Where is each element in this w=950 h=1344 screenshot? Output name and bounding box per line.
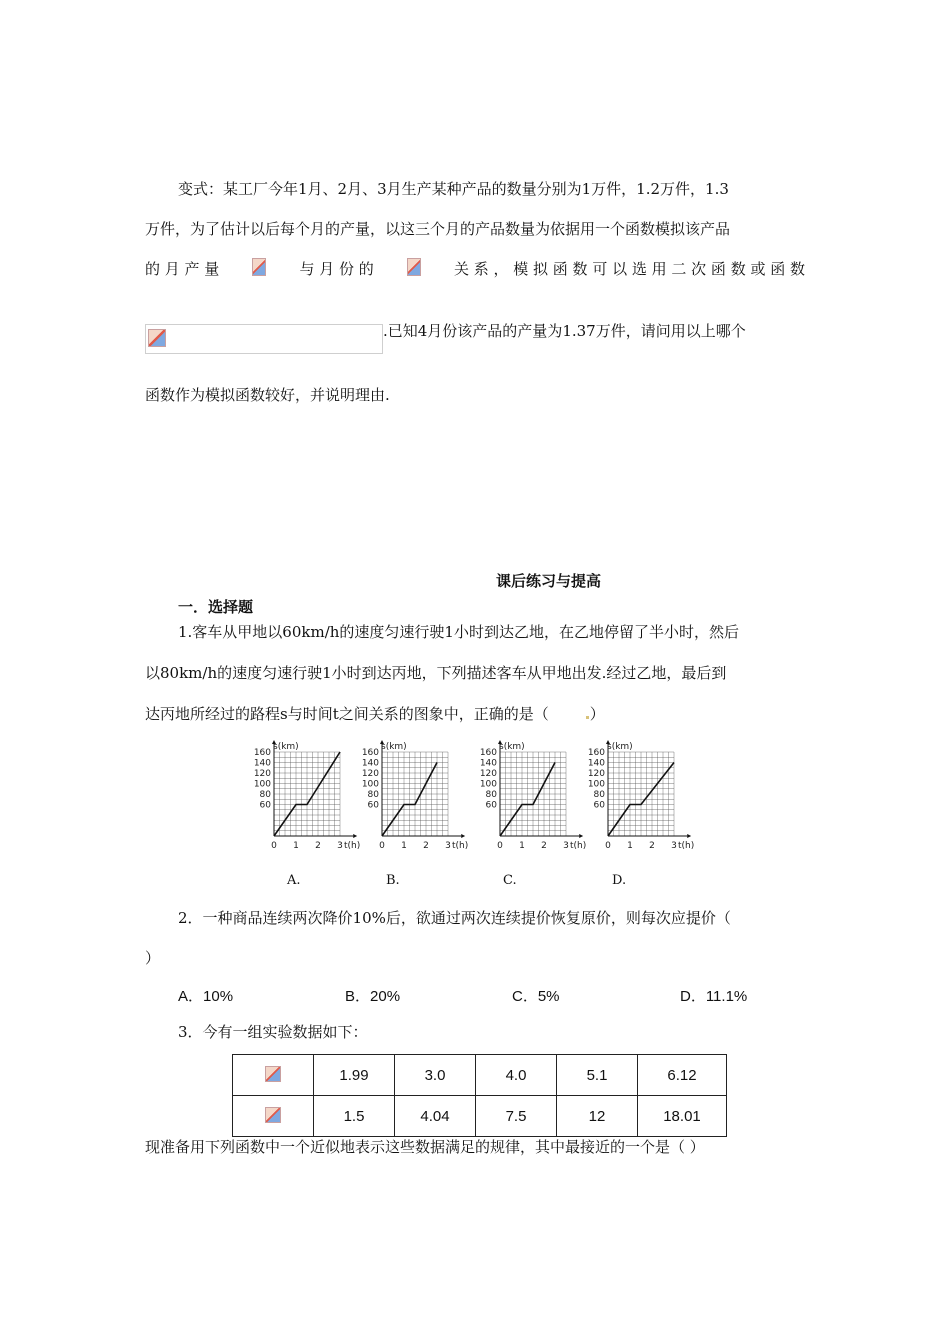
q1-line-2: 以80km/h的速度匀速行驶1小时到达丙地，下列描述客车从甲地出发.经过乙地，最后到 xyxy=(145,664,727,682)
x-tick-label: 1 xyxy=(293,841,299,851)
y-axis-label: s(km) xyxy=(607,742,633,752)
q2-line-1: 2．一种商品连续两次降价10%后，欲通过两次连续提价恢复原价，则每次应提价（ xyxy=(178,909,731,927)
y-tick-label: 60 xyxy=(367,800,379,811)
table-cell: 12 xyxy=(557,1096,638,1137)
table-cell: 1.99 xyxy=(314,1055,395,1096)
x-tick-label: 2 xyxy=(315,841,321,851)
y-tick-label: 100 xyxy=(253,779,271,790)
table-row xyxy=(233,1096,727,1137)
q2-option-a: A．10% xyxy=(178,988,234,1005)
table-cell: 7.5 xyxy=(476,1096,557,1137)
formula-image-icon xyxy=(265,1066,281,1082)
x-axis-arrow xyxy=(353,834,357,838)
x-axis-label: t(h) xyxy=(678,841,695,851)
option-label-d: D. xyxy=(612,873,627,888)
x-tick-label: 0 xyxy=(605,841,611,851)
y-tick-label: 60 xyxy=(259,800,271,811)
x-tick-label: 2 xyxy=(423,841,429,851)
variant-line-3a: 的 月 产 量 xyxy=(145,260,220,278)
x-tick-label: 0 xyxy=(271,841,277,851)
option-label-a: A. xyxy=(287,873,301,888)
variant-line-2: 万件，为了估计以后每个月的产量，以这三个月的产品数量为依据用一个函数模拟该产品 xyxy=(145,220,731,238)
q2-option-c: C．5% xyxy=(512,988,560,1005)
q3-line-1: 3．今有一组实验数据如下： xyxy=(178,1023,368,1041)
variant-line-5: 函数作为模拟函数较好，并说明理由. xyxy=(145,386,390,404)
variant-line-4: .已知4月份该产品的产量为1.37万件，请问用以上哪个 xyxy=(383,322,746,340)
y-tick-label: 160 xyxy=(361,748,379,758)
q1-line-1: 1.客车从甲地以60km/h的速度匀速行驶1小时到达乙地，在乙地停留了半小时，然后 xyxy=(178,623,739,641)
q2-option-b: B．20% xyxy=(345,988,401,1005)
y-tick-label: 120 xyxy=(361,769,379,779)
table-cell: 4.04 xyxy=(395,1096,476,1137)
q1-line-3-end: ） xyxy=(589,705,605,723)
data-table xyxy=(232,1054,727,1137)
formula-image-icon xyxy=(252,258,266,276)
chart-c xyxy=(478,740,593,852)
y-tick-label: 60 xyxy=(485,800,497,811)
x-axis-label: t(h) xyxy=(452,841,469,851)
chart-d xyxy=(586,740,701,852)
y-tick-label: 100 xyxy=(479,779,497,790)
x-tick-label: 2 xyxy=(649,841,655,851)
x-axis-arrow xyxy=(579,834,583,838)
y-tick-label: 100 xyxy=(587,779,605,790)
y-tick-label: 140 xyxy=(361,758,379,769)
table-cell: 3.0 xyxy=(395,1055,476,1096)
x-axis-arrow xyxy=(687,834,691,838)
y-tick-label: 160 xyxy=(479,748,497,758)
x-tick-label: 1 xyxy=(519,841,525,851)
option-label-b: B. xyxy=(386,873,400,888)
variant-line-3c: 关 系 ， 模 拟 函 数 可 以 选 用 二 次 函 数 或 函 数 xyxy=(453,260,805,278)
y-tick-label: 80 xyxy=(259,790,271,800)
option-label-c: C. xyxy=(503,873,517,888)
variant-line-3 xyxy=(145,258,805,279)
formula-image-icon xyxy=(407,258,421,276)
y-tick-label: 120 xyxy=(587,769,605,779)
y-tick-label: 160 xyxy=(587,748,605,758)
table-cell: 4.0 xyxy=(476,1055,557,1096)
y-tick-label: 140 xyxy=(587,758,605,769)
q1-line-3 xyxy=(145,703,605,724)
x-tick-label: 0 xyxy=(379,841,385,851)
y-tick-label: 100 xyxy=(361,779,379,790)
q3-line-2: 现准备用下列函数中一个近似地表示这些数据满足的规律，其中最接近的一个是（ ） xyxy=(145,1138,705,1156)
x-tick-label: 0 xyxy=(497,841,503,851)
x-tick-label: 1 xyxy=(627,841,633,851)
table-row xyxy=(233,1055,727,1096)
y-tick-label: 140 xyxy=(253,758,271,769)
x-axis-label: t(h) xyxy=(570,841,587,851)
q2-option-d: D．11.1% xyxy=(680,988,748,1005)
formula-image-icon xyxy=(148,329,166,347)
x-axis-label: t(h) xyxy=(344,841,361,851)
y-tick-label: 120 xyxy=(253,769,271,779)
variant-line-3b: 与 月 份 的 xyxy=(299,260,374,278)
variant-line-1: 变式：某工厂今年1月、2月、3月生产某种产品的数量分别为1万件，1.2万件，1.3 xyxy=(178,180,729,198)
y-axis-label: s(km) xyxy=(273,742,299,752)
table-cell: 1.5 xyxy=(314,1096,395,1137)
section-title: 课后练习与提高 xyxy=(496,572,602,590)
table-cell-x-label xyxy=(233,1055,314,1096)
marker-dot xyxy=(586,716,589,719)
y-axis-label: s(km) xyxy=(499,742,525,752)
y-tick-label: 60 xyxy=(593,800,605,811)
y-tick-label: 80 xyxy=(485,790,497,800)
table-cell: 6.12 xyxy=(638,1055,727,1096)
x-tick-label: 3 xyxy=(671,841,677,851)
x-tick-label: 3 xyxy=(563,841,569,851)
table-cell: 5.1 xyxy=(557,1055,638,1096)
x-tick-label: 3 xyxy=(445,841,451,851)
y-axis-label: s(km) xyxy=(381,742,407,752)
q1-line-3-text: 达丙地所经过的路程s与时间t之间关系的图象中，正确的是（ xyxy=(145,705,549,723)
y-tick-label: 80 xyxy=(593,790,605,800)
y-tick-label: 120 xyxy=(479,769,497,779)
x-tick-label: 1 xyxy=(401,841,407,851)
chart-b xyxy=(360,740,475,852)
formula-image-box xyxy=(145,324,383,354)
y-tick-label: 140 xyxy=(479,758,497,769)
y-tick-label: 160 xyxy=(253,748,271,758)
x-tick-label: 2 xyxy=(541,841,547,851)
table-cell: 18.01 xyxy=(638,1096,727,1137)
x-axis-arrow xyxy=(461,834,465,838)
x-tick-label: 3 xyxy=(337,841,343,851)
formula-image-icon xyxy=(265,1107,281,1123)
q2-line-2: ） xyxy=(145,949,161,967)
y-tick-label: 80 xyxy=(367,790,379,800)
table-cell-y-label xyxy=(233,1096,314,1137)
section-part1: 一．选择题 xyxy=(178,598,254,616)
chart-a xyxy=(252,740,367,852)
